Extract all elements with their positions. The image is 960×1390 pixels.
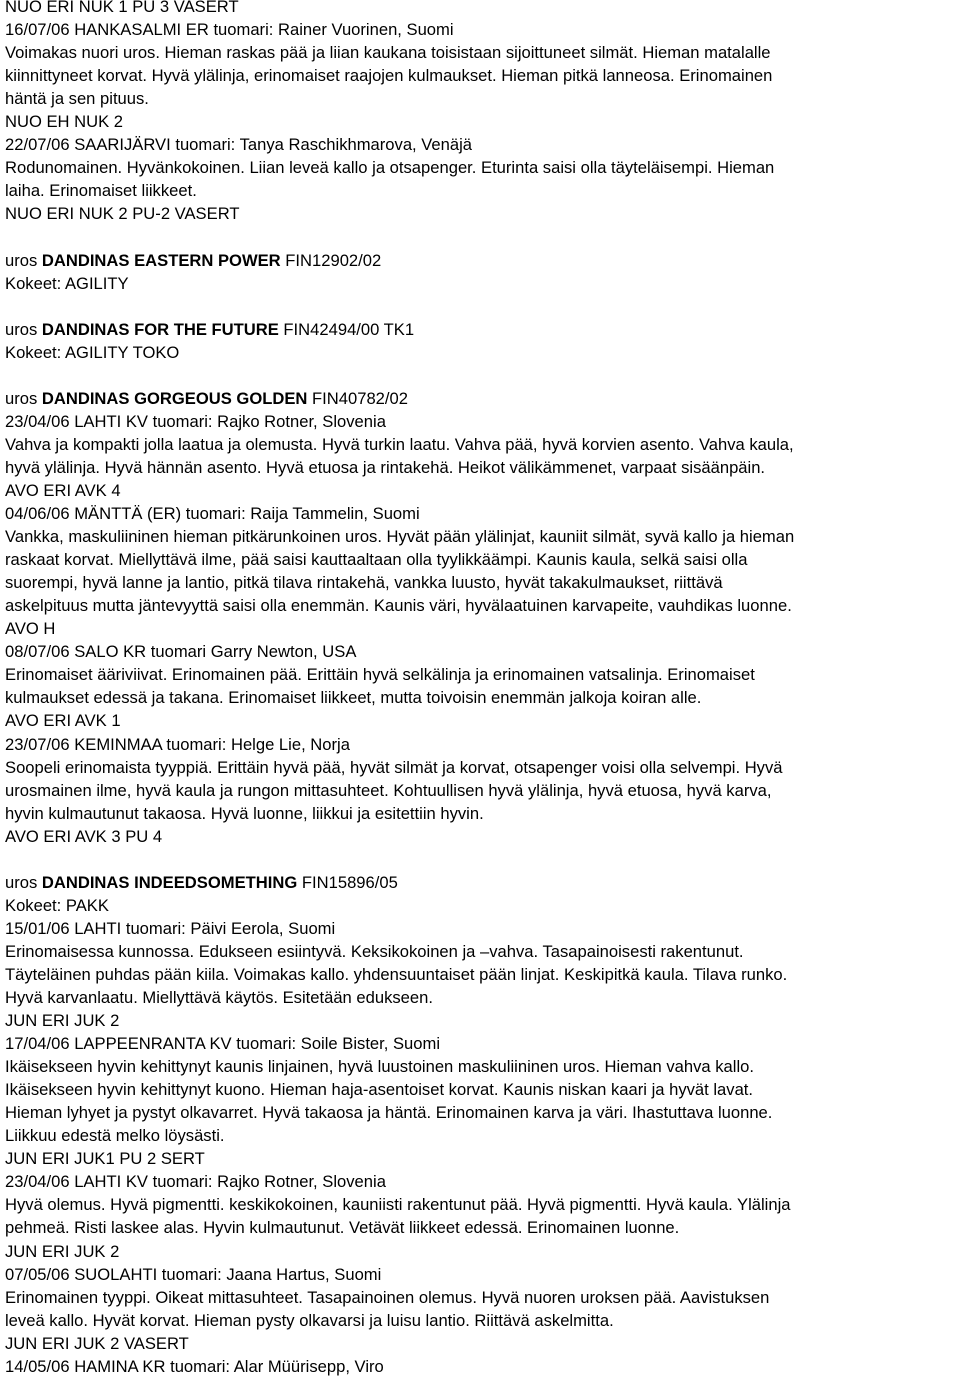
- text-line: AVO ERI AVK 1: [5, 711, 121, 731]
- dog-entry-heading: [5, 249, 957, 272]
- text-line: Kokeet: AGILITY TOKO: [5, 342, 180, 362]
- text-line: Vankka, maskuliininen hieman pitkärunkoinen uros. Hyvät pään ylälinjat, kauniit silmät, syvä kallo ja hieman: [5, 527, 795, 547]
- dog-name: DANDINAS EASTERN POWER: [41, 250, 281, 270]
- blank-line: [5, 295, 957, 318]
- text-line: Voimakas nuori uros. Hieman raskas pää ja liian kaukana toisistaan sijoittuneet silmät. Hieman matalalle: [5, 43, 771, 63]
- text-line: 16/07/06 HANKASALMI ER tuomari: Rainer Vuorinen, Suomi: [5, 20, 454, 40]
- text-line: 07/05/06 SUOLAHTI tuomari: Jaana Hartus, Suomi: [5, 1264, 382, 1284]
- text-line: suorempi, hyvä lanne ja lantio, pitkä tilava rintakehä, vankka luusto, hyvät takakulmaukset, riittävä: [5, 573, 723, 593]
- text-line: Hieman lyhyet ja pystyt olkavarret. Hyvä takaosa ja häntä. Erinomainen karva ja väri. Ihastuttava luonne.: [5, 1103, 773, 1123]
- blank-line: [5, 225, 957, 248]
- text-line: JUN ERI JUK 2 VASERT: [5, 1333, 189, 1353]
- dog-name: DANDINAS GORGEOUS GOLDEN: [41, 388, 308, 408]
- text-line: hyvin kulmautunut takaosa. Hyvä luonne, liikkui ja esitettiin hyvin.: [5, 803, 484, 823]
- dog-entry-heading: [5, 871, 957, 894]
- registration-number: FIN12902/02: [280, 250, 382, 270]
- text-line: Vahva ja kompakti jolla laatua ja olemusta. Hyvä turkin laatu. Vahva pää, hyvä korvien asento. Vahva kaula,: [5, 434, 794, 454]
- text-line: kulmaukset edessä ja takana. Erinomaiset liikkeet, mutta toivoisin enemmän jalkoja koiran alle.: [5, 688, 702, 708]
- text-line: NUO ERI NUK 1 PU 3 VASERT: [5, 0, 239, 16]
- text-line: pehmeä. Risti laskee alas. Hyvin kulmautunut. Vetävät liikkeet edessä. Erinomainen luonne.: [5, 1218, 680, 1238]
- text-line: hyvä ylälinja. Hyvä hännän asento. Hyvä etuosa ja rintakehä. Heikot välikämmenet, varpaat sisäänpäin.: [5, 457, 766, 477]
- dog-sex: uros: [5, 319, 42, 339]
- text-line: NUO ERI NUK 2 PU-2 VASERT: [5, 204, 240, 224]
- text-line: Ikäisekseen hyvin kehittynyt kaunis linjainen, hyvä luustoinen maskuliininen uros. Hieman vahva kallo.: [5, 1057, 754, 1077]
- text-line: Rodunomainen. Hyvänkokoinen. Liian leveä kallo ja otsapenger. Eturinta saisi olla täyteläisempi. Hieman: [5, 158, 775, 178]
- text-line: AVO H: [5, 619, 56, 639]
- text-line: 22/07/06 SAARIJÄRVI tuomari: Tanya Raschikhmarova, Venäjä: [5, 135, 473, 155]
- text-line: 04/06/06 MÄNTTÄ (ER) tuomari: Raija Tammelin, Suomi: [5, 504, 420, 524]
- text-line: 08/07/06 SALO KR tuomari Garry Newton, USA: [5, 642, 357, 662]
- text-line: Erinomaiset ääriviivat. Erinomainen pää. Erittäin hyvä selkälinja ja erinomainen vatsalinja. Erinomaiset: [5, 665, 755, 685]
- text-line: JUN ERI JUK 2: [5, 1241, 120, 1261]
- registration-number: FIN40782/02: [307, 388, 408, 408]
- text-line: 23/04/06 LAHTI KV tuomari: Rajko Rotner, Slovenia: [5, 1172, 386, 1192]
- text-line: laiha. Erinomaiset liikkeet.: [5, 181, 197, 201]
- text-line: leveä kallo. Hyvät korvat. Hieman pysty olkavarsi ja luisu lantio. Riittävä askelmitta.: [5, 1310, 614, 1330]
- dog-sex: uros: [5, 388, 42, 408]
- text-line: AVO ERI AVK 4: [5, 480, 121, 500]
- text-line: NUO EH NUK 2: [5, 112, 124, 132]
- text-line: 15/01/06 LAHTI tuomari: Päivi Eerola, Suomi: [5, 918, 336, 938]
- text-line: 17/04/06 LAPPEENRANTA KV tuomari: Soile Bister, Suomi: [5, 1034, 441, 1054]
- dog-name: DANDINAS FOR THE FUTURE: [41, 319, 279, 339]
- text-line: 14/05/06 HAMINA KR tuomari: Alar Müürisepp, Viro: [5, 1356, 384, 1376]
- text-line: Hyvä olemus. Hyvä pigmentti. keskikokoinen, kauniisti rakentunut pää. Hyvä pigmentti. Hyvä kaula. Ylälinja: [5, 1195, 791, 1215]
- text-line: häntä ja sen pituus.: [5, 89, 149, 109]
- document-page: [5, 0, 957, 1378]
- text-line: Kokeet: PAKK: [5, 895, 109, 915]
- dog-sex: uros: [5, 250, 42, 270]
- text-line: 23/04/06 LAHTI KV tuomari: Rajko Rotner, Slovenia: [5, 411, 386, 431]
- text-line: JUN ERI JUK1 PU 2 SERT: [5, 1149, 205, 1169]
- text-line: JUN ERI JUK 2: [5, 1011, 120, 1031]
- text-line: AVO ERI AVK 3 PU 4: [5, 826, 163, 846]
- blank-line: [5, 848, 957, 871]
- registration-number: FIN42494/00 TK1: [278, 319, 415, 339]
- dog-name: DANDINAS INDEEDSOMETHING: [41, 872, 298, 892]
- text-line: Soopeli erinomaista tyyppiä. Erittäin hyvä pää, hyvät silmät ja korvat, otsapenger voisi olla selvempi. Hyvä: [5, 757, 783, 777]
- text-line: raskaat korvat. Miellyttävä ilme, pää saisi kauttaaltaan olla tyylikkäämpi. Kaunis kaula, selkä saisi olla: [5, 550, 748, 570]
- text-line: Liikkuu edestä melko löysästi.: [5, 1126, 225, 1146]
- text-line: askelpituus mutta jäntevyyttä saisi olla enemmän. Kaunis väri, hyvälaatuinen karvapeite, vauhdikas luonne.: [5, 596, 792, 616]
- text-line: Erinomainen tyyppi. Oikeat mittasuhteet. Tasapainoinen olemus. Hyvä nuoren uroksen pää. Aavistuksen: [5, 1287, 770, 1307]
- dog-sex: uros: [5, 872, 42, 892]
- blank-line: [5, 364, 957, 387]
- registration-number: FIN15896/05: [297, 872, 398, 892]
- text-line: Kokeet: AGILITY: [5, 273, 129, 293]
- text-line: kiinnittyneet korvat. Hyvä ylälinja, erinomaiset raajojen kulmaukset. Hieman pitkä lanneosa. Erinomainen: [5, 66, 773, 86]
- text-line: Täyteläinen puhdas pään kiila. Voimakas kallo. yhdensuuntaiset pään linjat. Keskipitkä kaula. Tilava runko.: [5, 964, 788, 984]
- dog-entry-heading: [5, 318, 957, 341]
- text-line: 23/07/06 KEMINMAA tuomari: Helge Lie, Norja: [5, 734, 350, 754]
- dog-entry-heading: [5, 387, 957, 410]
- text-line: Hyvä karvanlaatu. Miellyttävä käytös. Esitetään edukseen.: [5, 988, 433, 1008]
- text-line: Erinomaisessa kunnossa. Edukseen esiintyvä. Keksikokoinen ja –vahva. Tasapainoisesti rakentunut.: [5, 941, 744, 961]
- text-line: urosmainen ilme, hyvä kaula ja rungon mittasuhteet. Kohtuullisen hyvä ylälinja, hyvä etuosa, hyvä karva,: [5, 780, 772, 800]
- text-line: Ikäisekseen hyvin kehittynyt kuono. Hieman haja-asentoiset korvat. Kaunis niskan kaari ja hyvät lavat.: [5, 1080, 754, 1100]
